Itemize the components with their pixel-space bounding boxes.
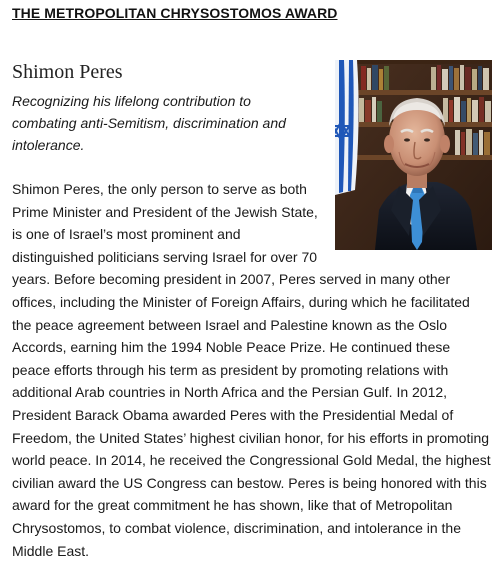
honoree-bio <box>12 178 492 562</box>
honoree-name: Shimon Peres <box>12 61 123 83</box>
honoree-bio-text: Shimon Peres, the only person to serve as both Prime Minister and President of the Jewish State, is one of Israel’s most prominent and distinguished politicians serving Israel for over 70 years. Before becoming president in 2007, Peres served in many other offices, including the Minister of Foreign Affairs, during which he facilitated the peace agreement between Israel and Palestine known as the Oslo Accords, earning him the 1994 Noble Peace Prize. He continued these peace efforts through his term as president by promoting relations with additional Arab countries in North Africa and the Persian Gulf. In 2012, President Barack Obama awarded Peres with the Presidential Medal of Freedom, the United States’ highest civilian honor, for his efforts in promoting world peace. In 2014, he received the Congressional Gold Medal, the highest civilian award the US Congress can bestow. Peres is being honored with this award for the great commitment he has shown, like that of Metropolitan Chrysostomos, to combat violence, discrimination, and intolerance in the Middle East. <box>12 181 491 559</box>
honoree-citation: Recognizing his lifelong contribution to combating anti-Semitism, discrimination and intolerance. <box>12 93 286 153</box>
israeli-flag <box>335 60 359 195</box>
honoree-portrait <box>335 60 492 250</box>
award-heading: THE METROPOLITAN CHRYSOSTOMOS AWARD <box>12 5 338 21</box>
